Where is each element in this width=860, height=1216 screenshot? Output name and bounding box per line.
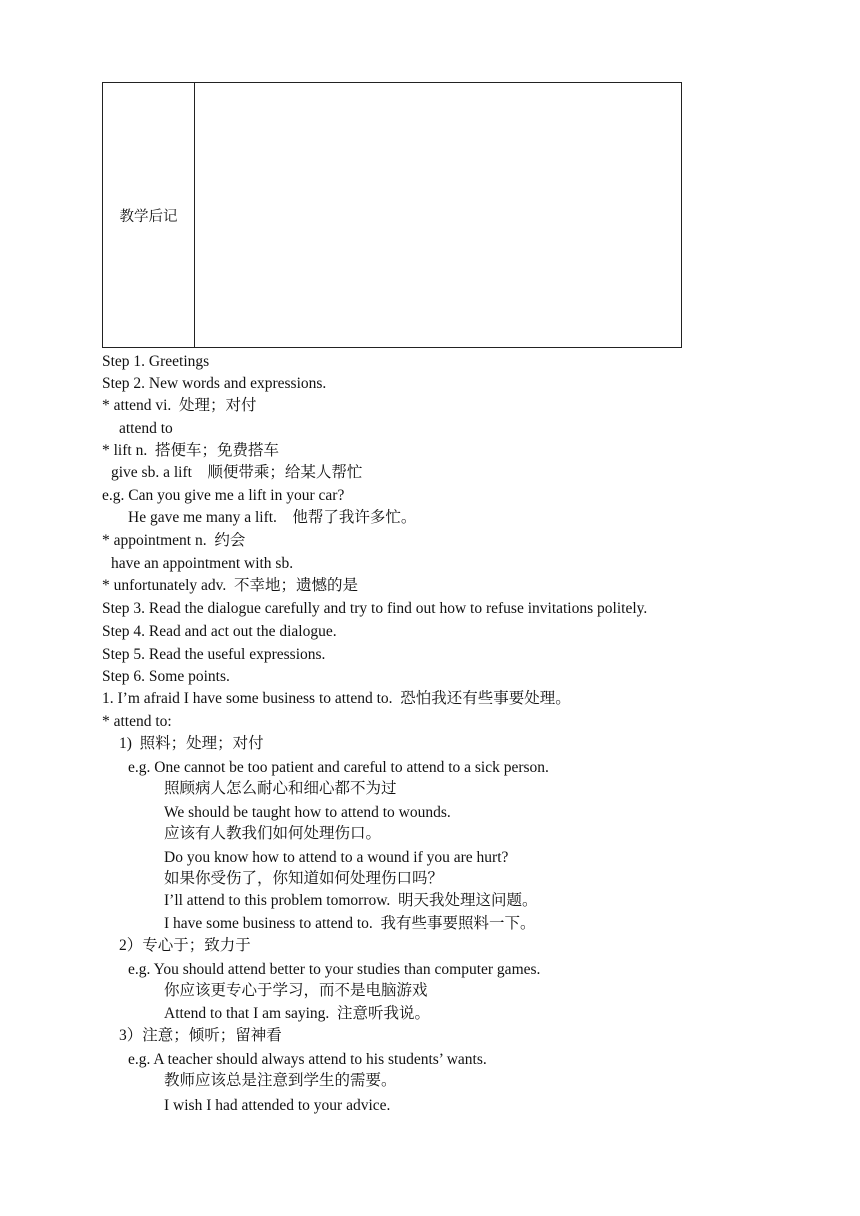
sense-1-example-5: I have some business to attend to. 我有些事要照料一下。 — [164, 915, 536, 932]
sense-1-example-4: I’ll attend to this problem tomorrow. 明天我处理这问题。 — [164, 892, 538, 909]
vocab-attend: * attend vi. 处理；对付 — [102, 397, 257, 414]
step-3: Step 3. Read the dialogue carefully and try to find out how to refuse invitations politely. — [102, 600, 648, 617]
sense-2-example-2: Attend to that I am saying. 注意听我说。 — [164, 1005, 431, 1022]
point-1: 1. I’m afraid I have some business to attend to. 恐怕我还有些事要处理。 — [102, 690, 571, 707]
vocab-have-appointment: have an appointment with sb. — [111, 555, 294, 572]
sense-2-heading: 2）专心于；致力于 — [119, 937, 251, 954]
sense-2-example-1-cn: 你应该更专心于学习，而不是电脑游戏 — [164, 982, 428, 999]
vocab-give-a-lift: give sb. a lift 顺便带乘；给某人帮忙 — [111, 464, 363, 481]
vocab-unfortunately: * unfortunately adv. 不幸地；遗憾的是 — [102, 577, 359, 594]
vocab-lift: * lift n. 搭便车；免费搭车 — [102, 442, 279, 459]
sense-1-heading: 1) 照料；处理；对付 — [119, 735, 264, 752]
sense-1-example-3-cn: 如果你受伤了，你知道如何处理伤口吗？ — [164, 870, 444, 887]
sense-3-example-1-cn: 教师应该总是注意到学生的需要。 — [164, 1072, 397, 1089]
example-lift-2: He gave me many a lift. 他帮了我许多忙。 — [128, 509, 417, 526]
sense-1-example-1: e.g. One cannot be too patient and careful to attend to a sick person. — [128, 759, 549, 776]
teaching-notes-label: 教学后记 — [103, 83, 195, 347]
sense-1-example-2: We should be taught how to attend to wounds. — [164, 804, 451, 821]
sense-3-heading: 3）注意；倾听；留神看 — [119, 1027, 282, 1044]
sense-1-example-3: Do you know how to attend to a wound if you are hurt? — [164, 849, 509, 866]
sense-3-example-1: e.g. A teacher should always attend to his students’ wants. — [128, 1051, 487, 1068]
sense-1-example-2-cn: 应该有人教我们如何处理伤口。 — [164, 825, 382, 842]
point-attend-to: * attend to: — [102, 713, 172, 730]
step-5: Step 5. Read the useful expressions. — [102, 646, 326, 663]
step-6: Step 6. Some points. — [102, 668, 230, 685]
step-4: Step 4. Read and act out the dialogue. — [102, 623, 337, 640]
sense-1-example-1-cn: 照顾病人怎么耐心和细心都不为过 — [164, 780, 397, 797]
sense-3-example-2: I wish I had attended to your advice. — [164, 1097, 391, 1114]
vocab-appointment: * appointment n. 约会 — [102, 532, 246, 549]
example-lift-1: e.g. Can you give me a lift in your car? — [102, 487, 345, 504]
sense-2-example-1: e.g. You should attend better to your studies than computer games. — [128, 961, 541, 978]
step-1-greetings: Step 1. Greetings — [102, 353, 210, 370]
step-2-new-words: Step 2. New words and expressions. — [102, 375, 327, 392]
vocab-attend-to: attend to — [119, 420, 173, 437]
